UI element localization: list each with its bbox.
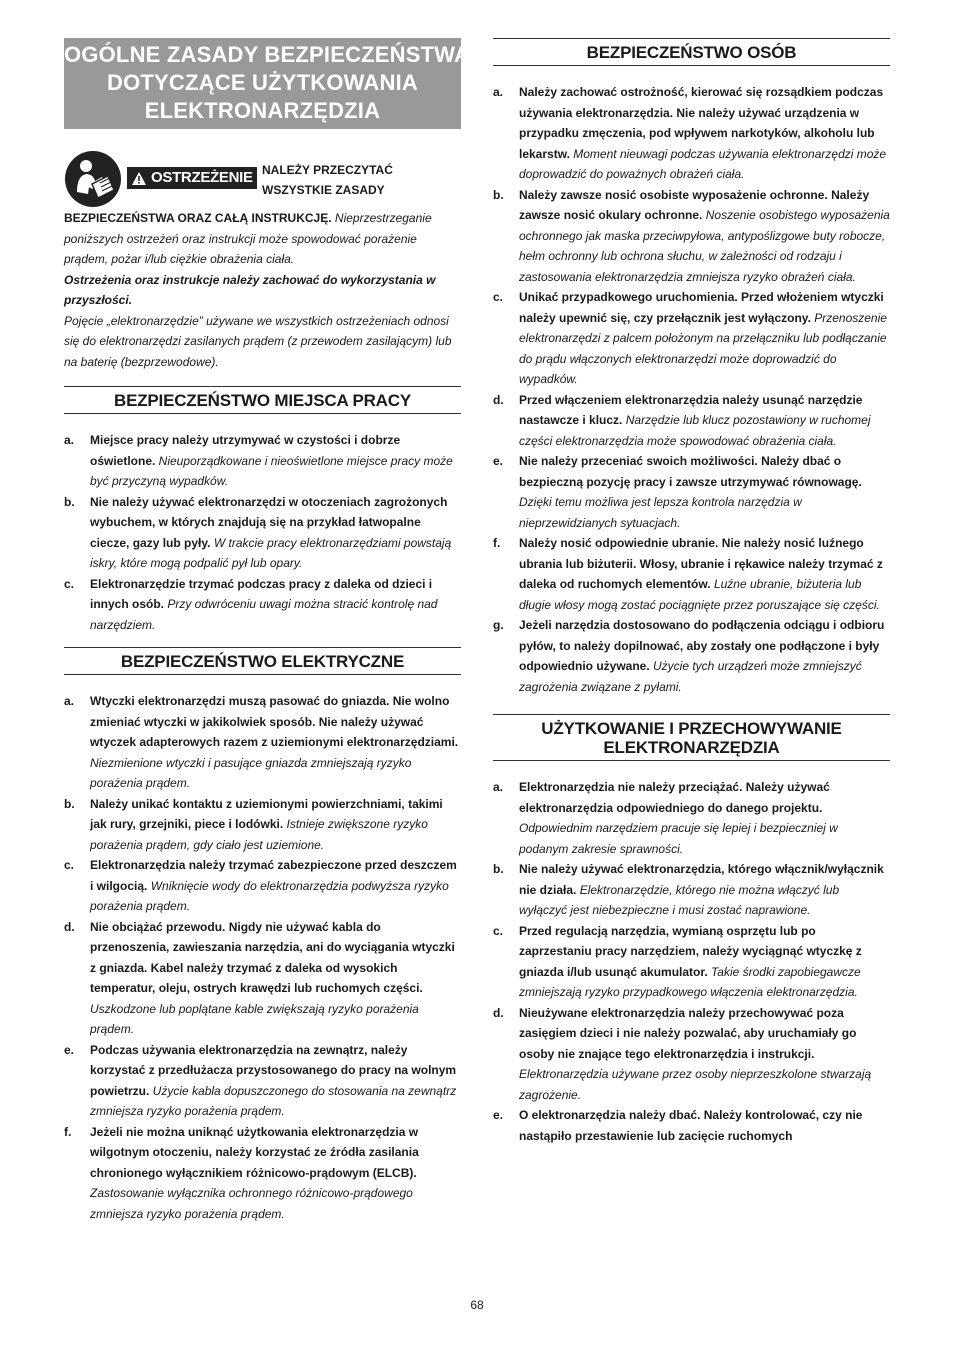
item-italic-text: Przenoszenie elektronarzędzi z palcem położonym na przełączniku lub podłączanie do prądu włączonych elektronarzędzi może doprowadzić do wypadków. (519, 310, 887, 386)
warning-text (64, 208, 461, 270)
warning-block (64, 150, 461, 372)
item-italic-text: Przy odwróceniu uwagi można stracić kontrolę nad narzędziem. (90, 597, 438, 632)
section-title: BEZPIECZEŃSTWO ELEKTRYCZNE (64, 647, 461, 675)
item-label: a. (64, 433, 75, 447)
main-title (64, 38, 471, 129)
list-item (64, 794, 461, 856)
warning-triangle-icon (131, 171, 147, 186)
item-label: c. (493, 923, 504, 938)
list-item (493, 1003, 890, 1106)
item-bold-text: Jeżeli nie można uniknąć użytkowania elektronarzędzia w wilgotnym otoczeniu, należy korzystać ze źródła zasilania chronionego wyłącznikiem różnicowo-prądowym (ELCB). (90, 1124, 419, 1180)
item-label: d. (64, 919, 75, 934)
warning-lead-line: WSZYSTKIE ZASADY (262, 183, 385, 197)
page-number: 68 (470, 1298, 484, 1312)
warning-keep-note: Ostrzeżenia oraz instrukcje należy zachować do wykorzystania w przyszłości. (64, 272, 436, 307)
item-label: e. (64, 1042, 75, 1057)
item-italic-text: Narzędzie lub klucz pozostawiony w ruchomej części elektronarzędzia może spowodować obrażenia ciała. (519, 413, 871, 448)
section-items (64, 691, 461, 1224)
item-label: a. (64, 694, 75, 708)
list-item (493, 390, 890, 452)
section-title: UŻYTKOWANIE I PRZECHOWYWANIE ELEKTRONARZĘDZIA (493, 714, 890, 761)
item-label: b. (493, 187, 504, 202)
item-label: f. (64, 1124, 72, 1139)
list-item (493, 185, 890, 288)
item-bold-text: Elektronarzędzie trzymać podczas pracy z daleka od dzieci i innych osób. (90, 576, 433, 611)
item-bold-text: Elektronarzędzia należy trzymać zabezpieczone przed deszczem i wilgocią. (90, 858, 457, 893)
item-bold-text: Nie należy przeceniać swoich możliwości. Należy dbać o bezpieczną pozycję pracy i zawsze utrzymywać równowagę. (519, 454, 862, 489)
item-italic-text: Wniknięcie wody do elektronarzędzia podwyższa ryzyko porażenia prądem. (90, 878, 449, 913)
section-title: BEZPIECZEŃSTWO MIEJSCA PRACY (64, 386, 461, 414)
item-bold-text: Nie obciążać przewodu. Nigdy nie używać kabla do przenoszenia, zawieszania narzędzia, ani do wyciągania wtyczki z gniazda. Kabel należy trzymać z daleka od wysokich temperatur, oleju, ostrych krawędzi lub ruchomych części. (90, 919, 455, 995)
item-label: d. (493, 392, 504, 407)
section-items (64, 430, 461, 635)
item-italic-text: W trakcie pracy elektronarzędziami powstają iskry, które mogą podpalić pył lub opary. (90, 535, 452, 570)
item-italic-text: Dzięki temu możliwa jest lepsza kontrola narzędzia w nieprzewidzianych sytuacjach. (519, 495, 802, 530)
item-label: c. (493, 290, 504, 304)
item-italic-text: Niezmienione wtyczki i pasujące gniazda zmniejszają ryzyko porażenia prądem. (90, 755, 412, 790)
item-label: a. (493, 780, 504, 794)
read-manual-icon (64, 150, 122, 208)
section-work-area (64, 386, 461, 635)
list-item (64, 574, 461, 636)
section-tool-use (493, 714, 890, 1146)
item-label: b. (64, 494, 75, 509)
main-title-line: DOTYCZĄCE UŻYTKOWANIA (107, 70, 418, 95)
warning-badge-label: OSTRZEŻENIE (151, 169, 253, 186)
item-label: b. (64, 796, 75, 811)
left-column (64, 38, 471, 1224)
list-item (493, 451, 890, 533)
item-bold-text: Miejsce pracy należy utrzymywać w czystości i dobrze oświetlone. (90, 433, 401, 468)
list-item (64, 917, 461, 1040)
item-bold-text: Przed włączeniem elektronarzędzia należy usunąć narzędzie nastawcze i klucz. (519, 392, 863, 427)
list-item (493, 82, 890, 185)
list-item (64, 855, 461, 917)
item-italic-text: Noszenie osobistego wyposażenia ochronnego jak maska przeciwpyłowa, antypoślizgowe buty robocze, hełm ochronny lub ochrona słuchu, w zależności od rodzaju i zastosowania elektronarzędzia zmniejsza ryzyko obrażeń ciała. (519, 208, 890, 284)
item-bold-text: Unikać przypadkowego uruchomienia. Przed włożeniem wtyczki należy upewnić się, czy przełącznik jest wyłączony. (519, 290, 884, 325)
item-italic-text: Użycie tych urządzeń może zmniejszyć zagrożenia związane z pyłami. (519, 659, 862, 694)
list-item (493, 777, 890, 859)
item-bold-text: Przed regulacją narzędzia, wymianą osprzętu lub po zaprzestaniu pracy narzędziem, należy wyciągnąć wtyczkę z gniazda i/lub usunąć akumulator. (519, 923, 862, 979)
item-bold-text: Jeżeli narzędzia dostosowano do podłączenia odciągu i odbioru pyłów, to należy dopilnować, aby zostały one podłączone i były odpowiednio używane. (519, 618, 885, 673)
item-bold-text: Nie należy używać elektronarzędzi w otoczeniach zagrożonych wybuchem, w których znajdują się na przykład łatwopalne ciecze, gazy lub pyły. (90, 494, 448, 550)
section-title: BEZPIECZEŃSTWO OSÓB (493, 38, 890, 66)
item-bold-text: O elektronarzędzia należy dbać. Należy kontrolować, czy nie nastąpiło przestawienie lub zacięcie ruchomych (519, 1108, 863, 1143)
item-bold-text: Należy zachować ostrożność, kierować się rozsądkiem podczas używania elektronarzędzia. Nie należy używać urządzenia w przypadku zmęczenia, pod wpływem narkotyków, alkoholu lub lekarstw. (519, 85, 884, 161)
list-item (493, 859, 890, 921)
item-label: f. (493, 536, 501, 550)
list-item (64, 492, 461, 574)
list-item (64, 1122, 461, 1225)
item-italic-text: Zastosowanie wyłącznika ochronnego różnicowo-prądowego zmniejsza ryzyko porażenia prądem. (90, 1186, 413, 1221)
item-label: c. (64, 576, 75, 591)
warning-badge (127, 167, 257, 189)
warning-definition: Pojęcie „elektronarzędzie” używane we wszystkich ostrzeżeniach odnosi się do elektronarzędzi zasilanych prądem (z przewodem zasilającym) lub na baterię (bezprzewodowe). (64, 313, 452, 369)
item-italic-text: Odpowiednim narzędziem pracuje się lepiej i bezpieczniej w podanym zakresie sprawności. (519, 821, 838, 856)
item-italic-text: Moment nieuwagi podczas używania elektronarzędzi może doprowadzić do poważnych obrażeń ciała. (519, 146, 887, 181)
item-italic-text: Użycie kabla dopuszczonego do stosowania na zewnątrz zmniejsza ryzyko porażenia prądem. (90, 1083, 457, 1118)
warning-bold: BEZPIECZEŃSTWA ORAZ CAŁĄ INSTRUKCJĘ. (64, 211, 332, 225)
item-label: c. (64, 858, 75, 872)
section-items (493, 777, 890, 1146)
item-bold-text: Podczas używania elektronarzędzia na zewnątrz, należy korzystać z przedłużacza przystosowanego do pracy na wolnym powietrzu. (90, 1042, 457, 1098)
list-item (64, 691, 461, 794)
item-label: a. (493, 85, 504, 99)
item-italic-text: Uszkodzone lub poplątane kable zwiększają ryzyko porażenia prądem. (90, 1001, 419, 1036)
item-label: b. (493, 862, 504, 876)
item-italic-text: Elektronarzędzie, którego nie można włączyć lub wyłączyć jest niebezpieczne i musi zostać naprawione. (519, 882, 840, 917)
main-title-line: OGÓLNE ZASADY BEZPIECZEŃSTWA (64, 42, 471, 67)
list-item (493, 533, 890, 615)
item-bold-text: Należy unikać kontaktu z uziemionymi powierzchniami, takimi jak rury, grzejniki, piece i lodówki. (90, 796, 443, 831)
list-item (64, 1040, 461, 1122)
list-item (493, 287, 890, 390)
item-bold-text: Nieużywane elektronarzędzia należy przechowywać poza zasięgiem dzieci i nie należy pozwalać, aby uruchamiały go osoby nie znające tego elektronarzędzia i instrukcji. (519, 1005, 857, 1061)
item-label: g. (493, 618, 504, 632)
item-bold-text: Należy nosić odpowiednie ubranie. Nie należy nosić luźnego ubrania lub biżuterii. Włosy, ubranie i rękawice należy trzymać z daleka od ruchomych elementów. (519, 536, 883, 591)
list-item (64, 430, 461, 492)
main-title-line: ELEKTRONARZĘDZIA (144, 98, 381, 123)
item-bold-text: Wtyczki elektronarzędzi muszą pasować do gniazda. Nie wolno zmieniać wtyczki w jakikolwiek sposób. Nie należy używać wtyczek adapterowych razem z uziemionymi elektronarzędziami. (90, 694, 459, 749)
item-italic-text: Takie środki zapobiegawcze zmniejszają ryzyko przypadkowego włączenia elektronarzędzia. (519, 964, 861, 999)
warning-italic: Nieprzestrzeganie poniższych ostrzeżeń oraz instrukcji może spowodować porażenie prądem, pożar i/lub ciężkie obrażenia ciała. (64, 211, 432, 266)
item-italic-text: Istnieje zwiększone ryzyko porażenia prądem, gdy ciało jest uziemione. (90, 817, 428, 852)
item-label: e. (493, 1108, 504, 1122)
list-item (493, 1105, 890, 1146)
item-bold-text: Należy zawsze nosić osobiste wyposażenie ochronne. Należy zawsze nosić okulary ochronne. (519, 187, 870, 222)
section-personal (493, 38, 890, 697)
item-label: d. (493, 1005, 504, 1020)
item-label: e. (493, 454, 504, 468)
item-italic-text: Nieuporządkowane i nieoświetlone miejsce pracy może być przyczyną wypadków. (90, 453, 453, 488)
right-column (493, 38, 890, 1146)
item-bold-text: Elektronarzędzia nie należy przeciążać. Należy używać elektronarzędzia odpowiedniego do danego projektu. (519, 780, 830, 815)
list-item (493, 921, 890, 1003)
list-item (493, 615, 890, 697)
section-items (493, 82, 890, 697)
item-italic-text: Elektronarzędzia używane przez osoby nieprzeszkolone stwarzają zagrożenie. (519, 1067, 872, 1102)
section-electrical (64, 647, 461, 1224)
warning-lead-line: NALEŻY PRZECZYTAĆ (262, 163, 393, 177)
item-italic-text: Luźne ubranie, biżuteria lub długie włosy mogą zostać pociągnięte przez poruszające się części. (519, 577, 880, 612)
item-bold-text: Nie należy używać elektronarzędzia, którego włącznik/wyłącznik nie działa. (519, 862, 884, 897)
warning-lead (262, 160, 393, 200)
